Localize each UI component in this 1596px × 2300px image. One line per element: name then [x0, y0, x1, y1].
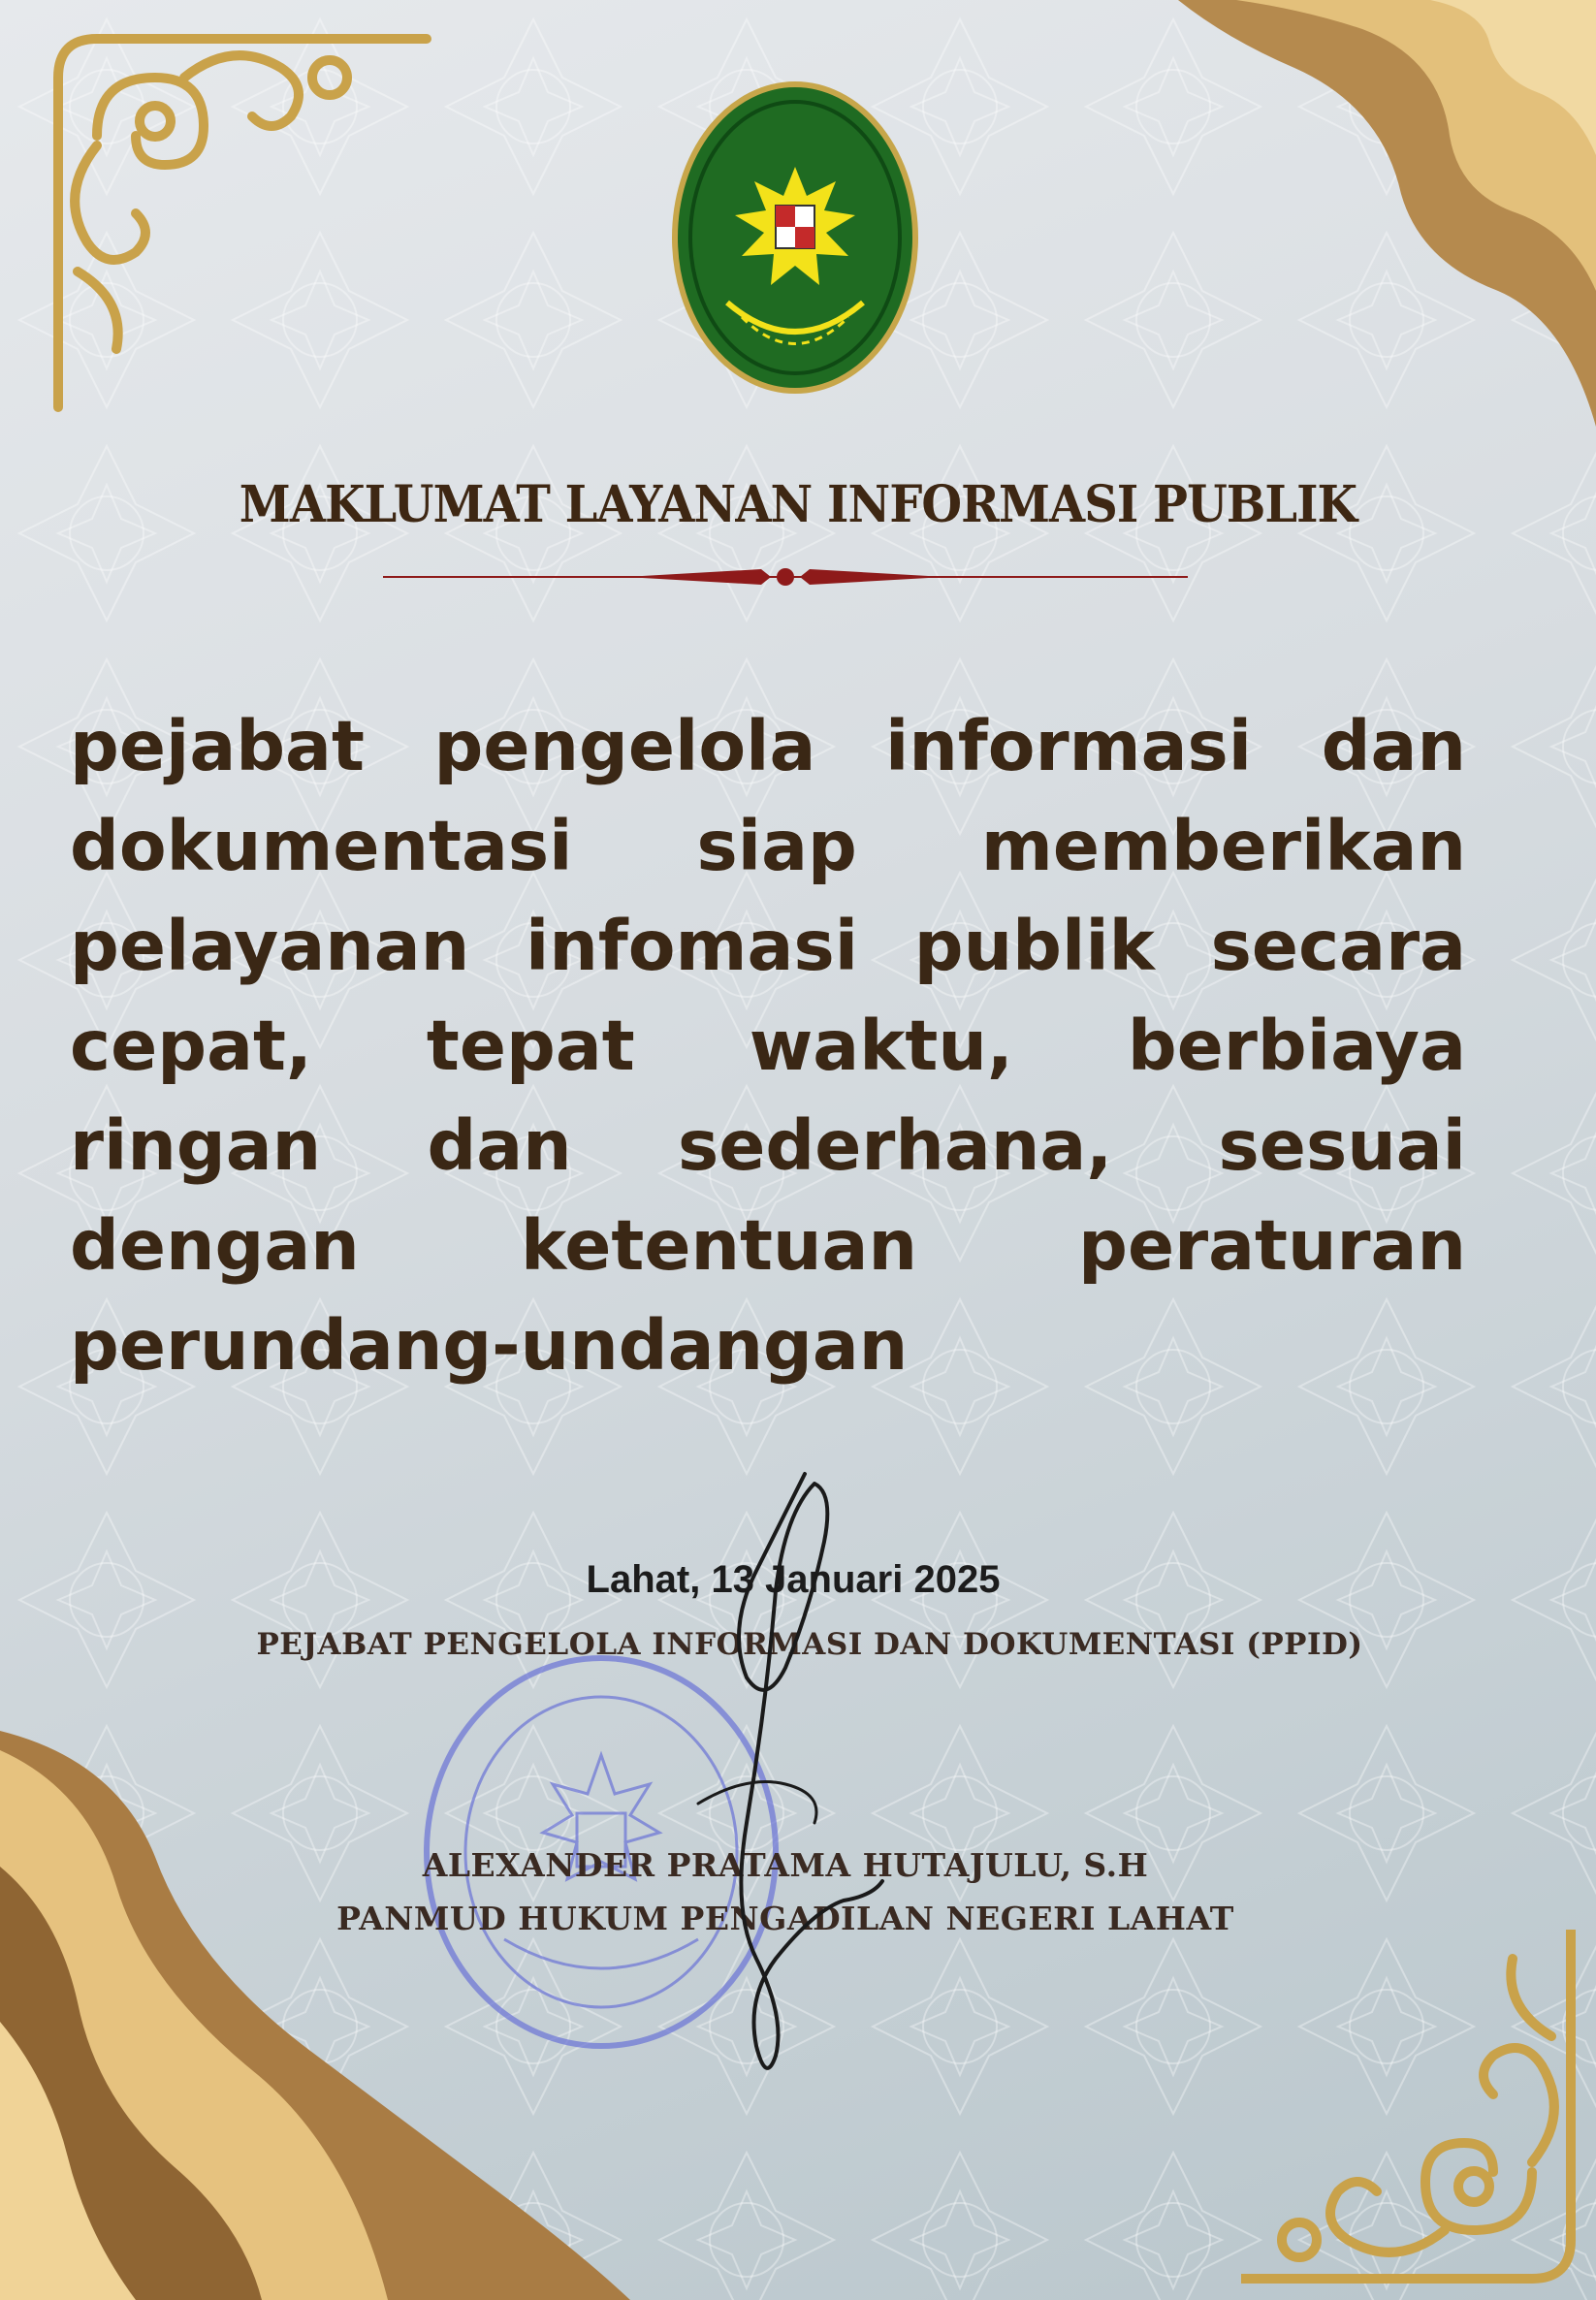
- corner-ornament-bottom-right-icon: [1241, 1930, 1596, 2300]
- title-divider: [383, 558, 1188, 596]
- corner-ornament-top-left-icon: [39, 19, 436, 417]
- signatory-position: PANMUD HUKUM PENGADILAN NEGERI LAHAT: [336, 1900, 1234, 1937]
- signatory-name: ALEXANDER PRATAMA HUTAJULU, S.H: [422, 1846, 1149, 1884]
- document-title: MAKLUMAT LAYANAN INFORMASI PUBLIK: [239, 475, 1357, 534]
- court-emblem-icon: [669, 80, 921, 396]
- announcement-body: pejabat pengelola informasi dan dokumentasi siap memberikan pelayanan infomasi publik secara cepat, tepat waktu, berbiaya ringan dan sederhana, sesuai dengan ketentuan peraturan perundang-undangan: [70, 706, 1466, 1386]
- signature-icon: [640, 1454, 931, 2094]
- document-date: Lahat, 13 Januari 2025: [586, 1558, 1001, 1601]
- office-name: PEJABAT PENGELOLA INFORMASI DAN DOKUMENTASI (PPID): [256, 1627, 1363, 1662]
- corner-wave-top-right-icon: [1178, 0, 1596, 427]
